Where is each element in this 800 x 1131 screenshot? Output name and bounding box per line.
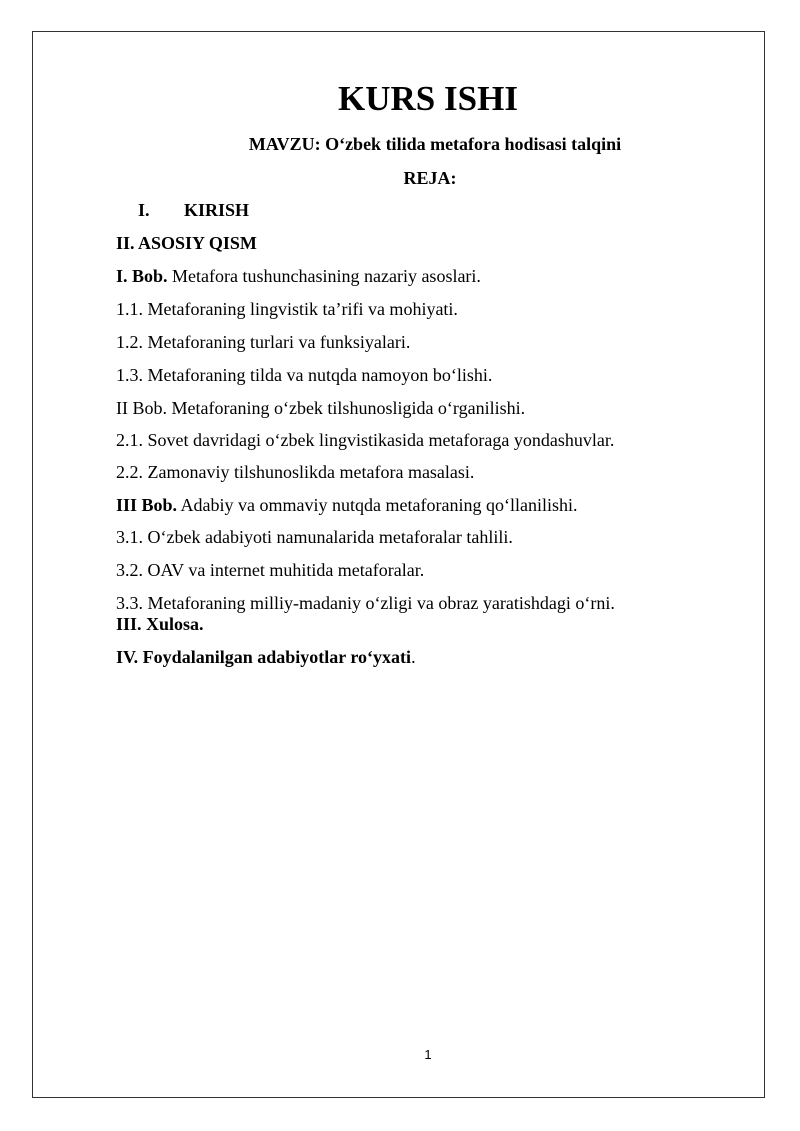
chapter-1-text: Metafora tushunchasining nazariy asoslari.	[167, 266, 481, 286]
plan-item-3-2: 3.2. OAV va internet muhitida metaforalar.	[116, 560, 425, 580]
plan-item-3-1: 3.1. O‘zbek adabiyoti namunalarida metaforalar tahlili.	[116, 527, 513, 547]
chapter-3-label: III Bob.	[116, 495, 178, 515]
document-title: KURS ISHI	[338, 79, 518, 118]
plan-item-3-3: 3.3. Metaforaning milliy-madaniy o‘zligi va obraz yaratishdagi o‘rni.	[116, 593, 615, 613]
plan-item-1-2: 1.2. Metaforaning turlari va funksiyalari.	[116, 332, 411, 352]
plan-item-intro	[138, 198, 249, 222]
plan-item-2-2: 2.2. Zamonaviy tilshunoslikda metafora masalasi.	[116, 462, 475, 482]
plan-item-chapter-2: II Bob. Metaforaning o‘zbek tilshunosligida o‘rganilishi.	[116, 398, 526, 418]
plan-item-references	[116, 645, 416, 669]
references-trailing: .	[411, 647, 416, 667]
intro-text: KIRISH	[184, 200, 250, 220]
chapter-3-text: Adabiy va ommaviy nutqda metaforaning qo‘llanilishi.	[177, 495, 578, 515]
chapter-1-label: I. Bob.	[116, 266, 168, 286]
page-number: 1	[424, 1047, 432, 1062]
plan-item-2-1: 2.1. Sovet davridagi o‘zbek lingvistikasida metaforaga yondashuvlar.	[116, 430, 615, 450]
plan-item-1-1: 1.1. Metaforaning lingvistik ta’rifi va mohiyati.	[116, 299, 458, 319]
plan-item-conclusion: III. Xulosa.	[116, 614, 204, 634]
plan-heading: REJA:	[403, 168, 457, 188]
references-label: IV. Foydalanilgan adabiyotlar ro‘yxati	[116, 647, 412, 667]
intro-numeral: I.	[138, 200, 150, 220]
plan-item-main-part: II. ASOSIY QISM	[116, 233, 257, 253]
document-subtitle: MAVZU: O‘zbek tilida metafora hodisasi talqini	[248, 134, 622, 154]
plan-item-1-3: 1.3. Metaforaning tilda va nutqda namoyon bo‘lishi.	[116, 365, 493, 385]
plan-item-chapter-1	[116, 264, 481, 288]
plan-item-chapter-3	[116, 493, 577, 517]
